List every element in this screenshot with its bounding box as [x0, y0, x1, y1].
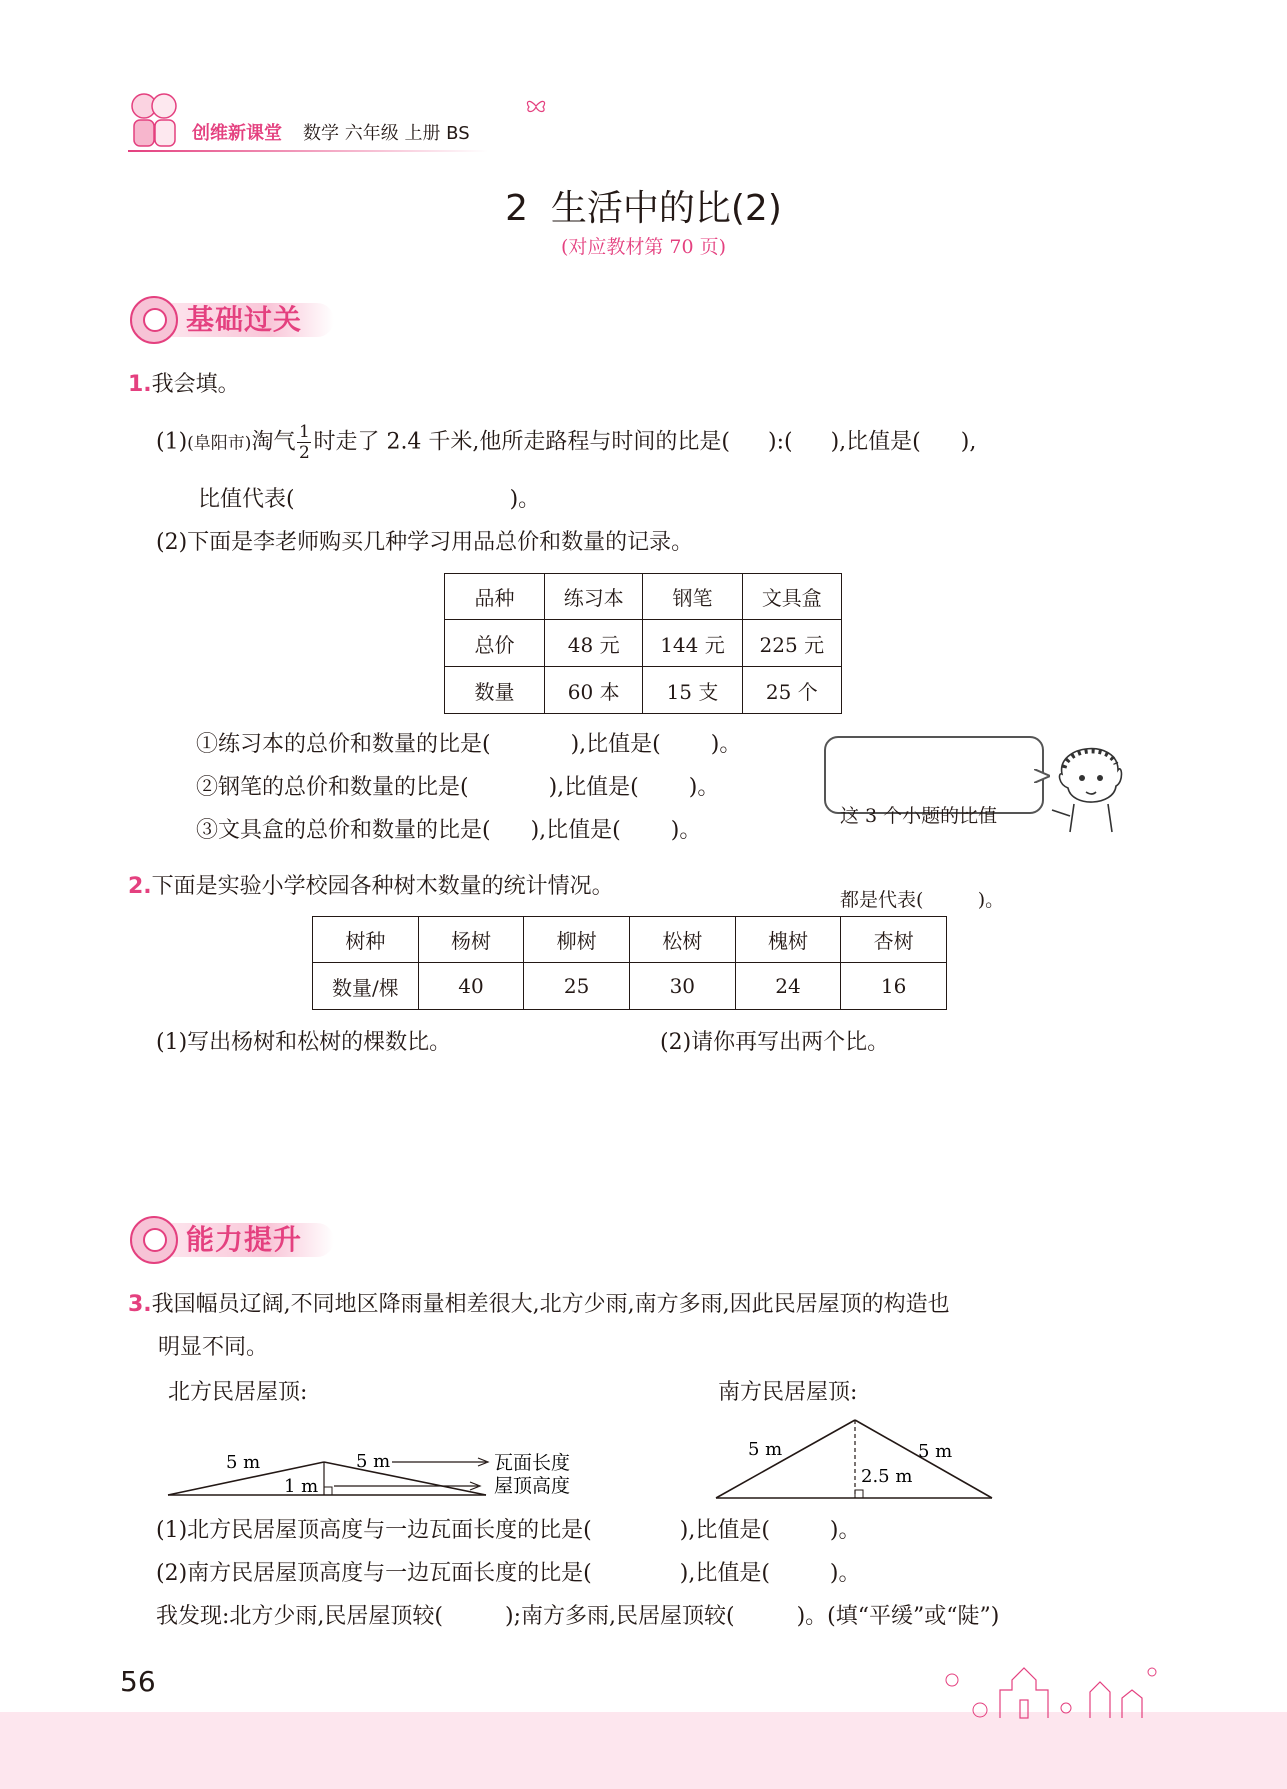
table-cell: 练习本	[545, 574, 643, 620]
table-cell: 25	[524, 963, 630, 1010]
table-cell: 松树	[629, 917, 735, 963]
table-cell: 16	[841, 963, 947, 1010]
table-cell: 48 元	[545, 620, 643, 667]
q2-sub2: (2)请你再写出两个比。	[660, 1030, 890, 1055]
south-roof-figure	[710, 1410, 1000, 1506]
table-cell: 24	[735, 963, 841, 1010]
q1-item-1: ①练习本的总价和数量的比是( ),比值是( )。	[196, 732, 742, 757]
section-basic: 基础过关	[130, 296, 334, 344]
page-title: 2 生活中的比(2)	[505, 188, 782, 229]
section-icon	[130, 296, 178, 344]
table-cell: 钢笔	[643, 574, 742, 620]
page-subtitle: (对应教材第 70 页)	[560, 236, 727, 258]
arrow-label-height: 屋顶高度	[494, 1475, 571, 1497]
butterfly-icon	[525, 98, 547, 114]
table-cell: 数量/棵	[313, 963, 419, 1010]
north-roof-label: 北方民居屋顶:	[168, 1380, 308, 1405]
table-cell: 文具盒	[742, 574, 841, 620]
fraction: $\frac{1}{2}$	[299, 422, 310, 463]
table-cell: 杨树	[418, 917, 524, 963]
section-advanced: 能力提升	[130, 1216, 334, 1264]
table-cell: 144 元	[643, 620, 742, 667]
table-cell: 25 个	[742, 667, 841, 714]
q1-part2-intro: (2)下面是李老师购买几种学习用品总价和数量的记录。	[156, 530, 694, 555]
q1-item-2: ②钢笔的总价和数量的比是( ),比值是( )。	[196, 775, 720, 800]
header-mascot	[128, 88, 180, 150]
q3-finding: 我发现:北方少雨,民居屋顶较( );南方多雨,民居屋顶较( )。(填“平缓”或“陡”)	[156, 1604, 1000, 1629]
q1-heading: 1.我会填。	[128, 372, 240, 397]
section-icon	[130, 1216, 178, 1264]
q3-line1: 3.我国幅员辽阔,不同地区降雨量相差很大,北方少雨,南方多雨,因此民居屋顶的构造也	[128, 1292, 950, 1317]
north-side-left: 5 m	[226, 1452, 261, 1473]
table-cell: 30	[629, 963, 735, 1010]
north-side-right: 5 m	[356, 1451, 391, 1472]
north-height: 1 m	[284, 1476, 319, 1497]
q1-item-3: ③文具盒的总价和数量的比是( ),比值是( )。	[196, 818, 702, 843]
south-roof-label: 南方民居屋顶:	[718, 1380, 858, 1405]
q3-line2: 明显不同。	[158, 1335, 269, 1360]
south-side-right: 5 m	[918, 1441, 953, 1462]
q2-heading: 2.下面是实验小学校园各种树木数量的统计情况。	[128, 874, 614, 899]
q3-sub1: (1)北方民居屋顶高度与一边瓦面长度的比是( ),比值是( )。	[156, 1518, 861, 1543]
table-cell: 40	[418, 963, 524, 1010]
q1-part1-line1: (1)(阜阳市)淘气 $\frac{1}{2}$ 时走了 2.4 千米,他所走路程与时间的比是( ):( ),比值是( ),	[156, 422, 977, 463]
table-cell: 柳树	[524, 917, 630, 963]
q2-sub1: (1)写出杨树和松树的棵数比。	[156, 1030, 452, 1055]
bubble-tail	[1034, 768, 1050, 782]
table-cell: 杏树	[841, 917, 947, 963]
table-cell: 树种	[313, 917, 419, 963]
trees-table	[312, 916, 947, 1010]
castle-decoration-icon	[940, 1650, 1170, 1720]
table-cell: 总价	[445, 620, 545, 667]
header-brand: 创维新课堂	[192, 123, 282, 144]
header-rule	[128, 150, 488, 152]
speech-bubble: 这 3 个小题的比值 都是代表( )。	[824, 736, 1044, 814]
footer-band	[0, 1712, 1287, 1789]
supplies-table	[444, 573, 842, 714]
q3-sub2: (2)南方民居屋顶高度与一边瓦面长度的比是( ),比值是( )。	[156, 1561, 861, 1586]
south-height: 2.5 m	[861, 1466, 913, 1487]
arrow-label-tile: 瓦面长度	[494, 1452, 571, 1474]
table-cell: 品种	[445, 574, 545, 620]
header-book: 数学 六年级 上册 BS	[303, 123, 470, 144]
boy-character-icon	[1048, 734, 1134, 834]
south-side-left: 5 m	[748, 1439, 783, 1460]
page-number: 56	[120, 1665, 156, 1698]
table-cell: 15 支	[643, 667, 742, 714]
table-cell: 60 本	[545, 667, 643, 714]
q1-part1-line2: 比值代表( )。	[198, 487, 541, 512]
table-cell: 225 元	[742, 620, 841, 667]
north-roof-figure	[160, 1440, 600, 1500]
table-cell: 槐树	[735, 917, 841, 963]
table-cell: 数量	[445, 667, 545, 714]
